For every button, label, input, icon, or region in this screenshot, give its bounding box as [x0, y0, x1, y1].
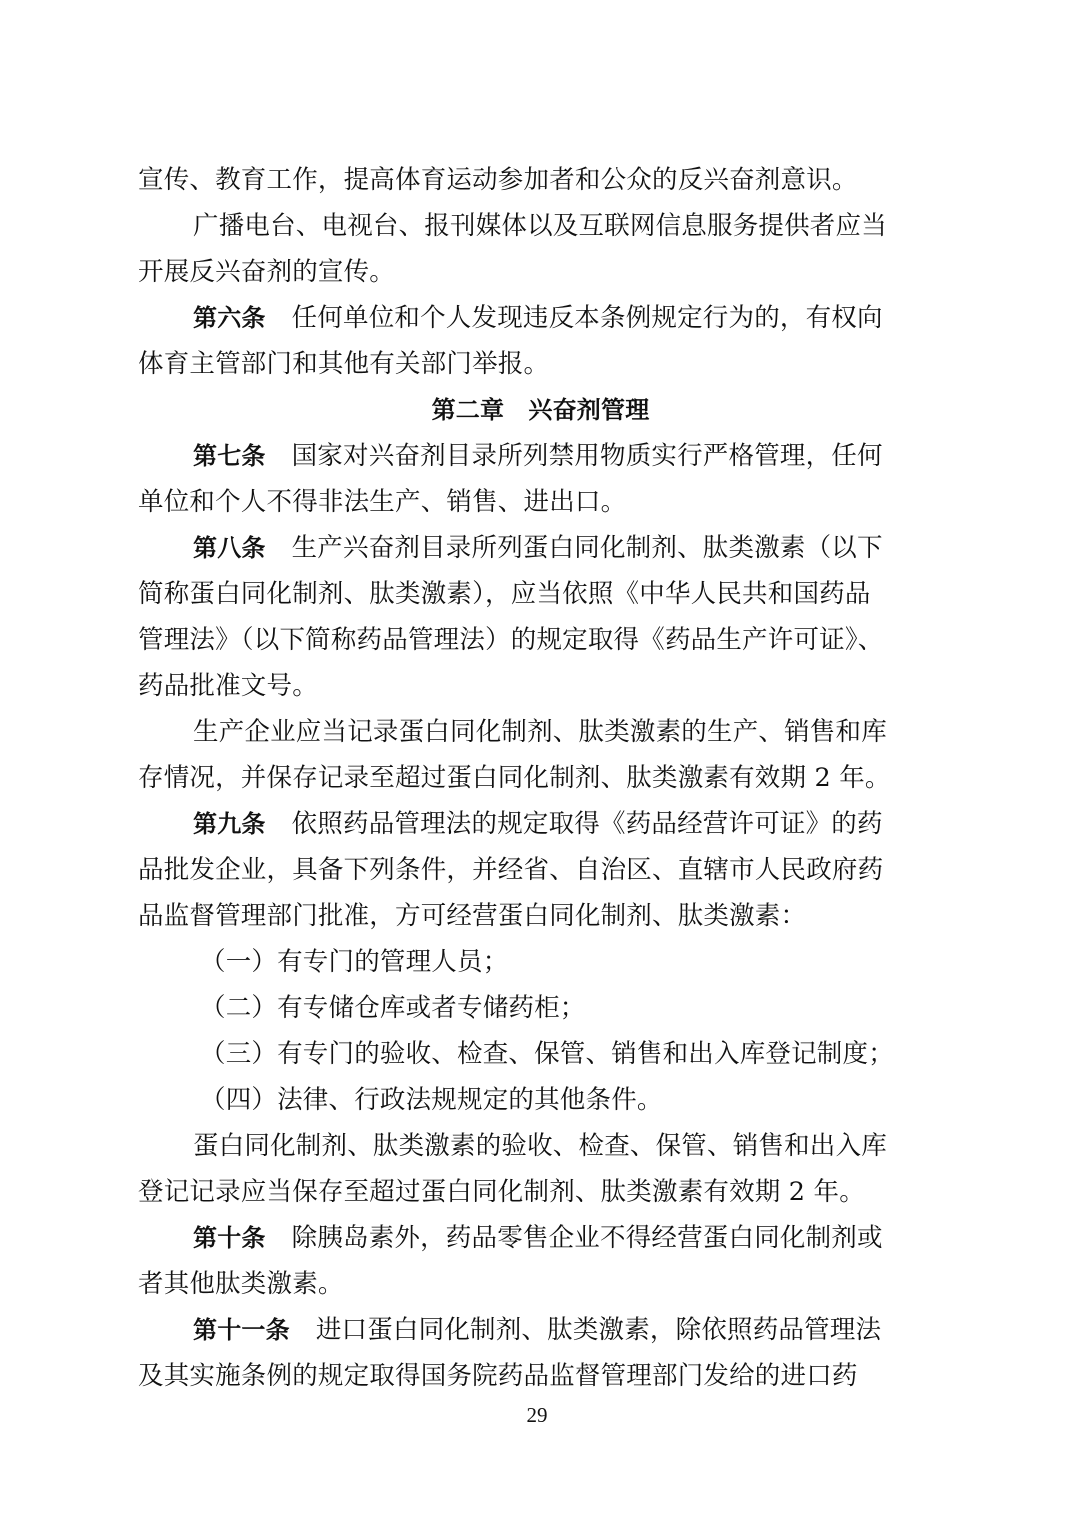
- text-line: 及其实施条例的规定取得国务院药品监督管理部门发给的进口药: [138, 1361, 858, 1391]
- article-6-line: [193, 302, 943, 334]
- article-11-line: [193, 1314, 943, 1346]
- text-line: 药品批准文号。: [138, 671, 318, 701]
- article-8-label: 第八条: [193, 534, 266, 562]
- text-span: 任何单位和个人发现违反本条例规定行为的，有权向: [291, 303, 883, 333]
- text-span: 国家对兴奋剂目录所列禁用物质实行严格管理，任何: [291, 441, 883, 471]
- article-7-label: 第七条: [193, 442, 266, 470]
- text-line: 管理法》（以下简称药品管理法）的规定取得《药品生产许可证》、: [138, 625, 884, 655]
- text-line: 广播电台、电视台、报刊媒体以及互联网信息服务提供者应当: [193, 211, 887, 241]
- text-line: 品批发企业，具备下列条件，并经省、自治区、直辖市人民政府药: [138, 855, 884, 885]
- article-9-label: 第九条: [193, 810, 266, 838]
- list-item: （三）有专门的验收、检查、保管、销售和出入库登记制度；: [200, 1039, 894, 1069]
- text-span: 进口蛋白同化制剂、肽类激素，除依照药品管理法: [315, 1315, 882, 1345]
- text-line: 单位和个人不得非法生产、销售、进出口。: [138, 487, 627, 517]
- text-line: 蛋白同化制剂、肽类激素的验收、检查、保管、销售和出入库: [193, 1131, 887, 1161]
- text-span: 除胰岛素外，药品零售企业不得经营蛋白同化制剂或: [291, 1223, 883, 1253]
- article-9-line: [193, 808, 943, 840]
- text-line: 宣传、教育工作，提高体育运动参加者和公众的反兴奋剂意识。: [138, 165, 858, 195]
- text-span: 依照药品管理法的规定取得《药品经营许可证》的药: [291, 809, 883, 839]
- text-line: 生产企业应当记录蛋白同化制剂、肽类激素的生产、销售和库: [193, 717, 887, 747]
- list-item: （四）法律、行政法规规定的其他条件。: [200, 1085, 663, 1115]
- text-line: 简称蛋白同化制剂、肽类激素），应当依照《中华人民共和国药品: [138, 579, 871, 609]
- text-line: 存情况，并保存记录至超过蛋白同化制剂、肽类激素有效期 2 年。: [138, 763, 891, 793]
- list-item: （二）有专储仓库或者专储药柜；: [200, 993, 586, 1023]
- article-10-label: 第十条: [193, 1224, 266, 1252]
- article-6-label: 第六条: [193, 304, 266, 332]
- article-11-label: 第十一条: [193, 1316, 290, 1344]
- article-7-line: [193, 440, 943, 472]
- text-line: 体育主管部门和其他有关部门举报。: [138, 349, 550, 379]
- text-line: 者其他肽类激素。: [138, 1269, 344, 1299]
- text-span: 生产兴奋剂目录所列蛋白同化制剂、肽类激素（以下: [291, 533, 883, 563]
- page-number: 29: [526, 1403, 548, 1427]
- text-line: 品监督管理部门批准，方可经营蛋白同化制剂、肽类激素：: [138, 901, 807, 931]
- article-8-line: [193, 532, 943, 564]
- list-item: （一）有专门的管理人员；: [200, 947, 509, 977]
- text-line: 开展反兴奋剂的宣传。: [138, 257, 396, 287]
- article-10-line: [193, 1222, 943, 1254]
- chapter-heading: 第二章 兴奋剂管理: [431, 396, 650, 424]
- text-line: 登记记录应当保存至超过蛋白同化制剂、肽类激素有效期 2 年。: [138, 1177, 865, 1207]
